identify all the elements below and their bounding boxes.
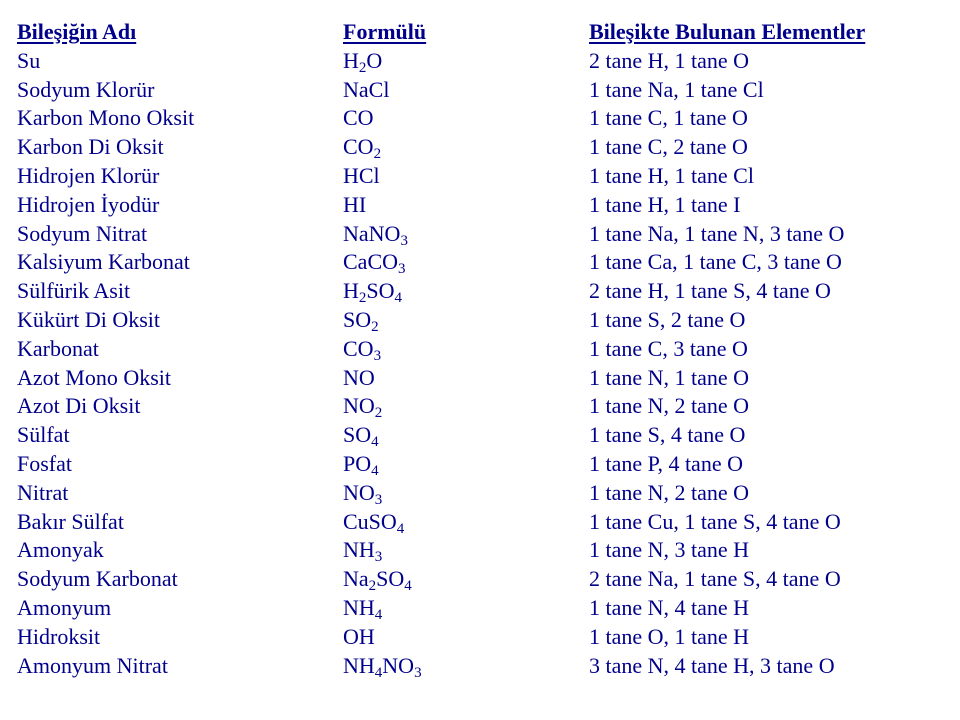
compound-elements: 1 tane C, 1 tane O: [589, 105, 748, 131]
compound-elements: 1 tane O, 1 tane H: [589, 623, 750, 649]
formula-part: NO: [382, 652, 415, 678]
compound-formula: [343, 479, 382, 508]
table-row: [17, 623, 947, 652]
compound-name: Sodyum Klorür: [17, 76, 155, 102]
table-row: [17, 479, 947, 508]
header-compound-name: Bileşiğin Adı: [17, 19, 137, 44]
formula-part: HCl: [343, 162, 380, 188]
formula-subscript: 4: [394, 290, 403, 307]
compound-elements: 1 tane N, 3 tane H: [589, 537, 750, 563]
formula-part: SO: [343, 306, 372, 332]
compound-name: Azot Mono Oksit: [17, 364, 171, 390]
header-formula: Formülü: [343, 19, 427, 44]
formula-part: CO: [343, 134, 374, 160]
compound-name: Sülfat: [17, 422, 70, 448]
compound-formula: [343, 450, 379, 479]
formula-part: CO: [343, 105, 374, 131]
compound-elements: 2 tane H, 1 tane S, 4 tane O: [589, 278, 831, 304]
formula-subscript: 3: [398, 261, 406, 278]
table-row: [17, 191, 947, 220]
compound-formula: [343, 220, 408, 249]
table-row: [17, 277, 947, 306]
compound-formula: [343, 594, 382, 623]
compound-name: Sülfürik Asit: [17, 278, 131, 304]
formula-part: HI: [343, 191, 367, 217]
table-row: [17, 104, 947, 133]
table-row: [17, 76, 947, 105]
formula-part: H: [343, 278, 359, 304]
compound-name: Kükürt Di Oksit: [17, 306, 160, 332]
compound-name: Amonyum: [17, 594, 112, 620]
compound-formula: [343, 133, 381, 162]
compound-elements: 1 tane N, 2 tane O: [589, 393, 750, 419]
formula-part: O: [366, 47, 383, 73]
formula-subscript: 2: [358, 59, 367, 76]
formula-subscript: 3: [373, 347, 382, 364]
formula-subscript: 4: [371, 434, 379, 451]
compound-elements: 2 tane H, 1 tane O: [589, 47, 750, 73]
table-row: [17, 220, 947, 249]
header-elements: Bileşikte Bulunan Elementler: [589, 19, 866, 44]
formula-part: SO: [366, 278, 395, 304]
compound-elements: 1 tane Na, 1 tane Cl: [589, 76, 764, 102]
formula-subscript: 4: [404, 578, 412, 595]
table-row: [17, 133, 947, 162]
compound-elements: 3 tane N, 4 tane H, 3 tane O: [589, 652, 835, 678]
compound-elements: 1 tane H, 1 tane I: [589, 191, 741, 217]
formula-subscript: 4: [396, 520, 405, 537]
table-header: [17, 18, 947, 47]
compound-name: Hidrojen İyodür: [17, 191, 160, 217]
formula-part: NO: [343, 364, 375, 390]
compound-formula: [343, 277, 402, 306]
formula-subscript: 3: [374, 491, 383, 508]
table-row: [17, 306, 947, 335]
compound-elements: 1 tane Ca, 1 tane C, 3 tane O: [589, 249, 842, 275]
compound-name: Kalsiyum Karbonat: [17, 249, 190, 275]
compound-formula: [343, 162, 380, 191]
compound-formula: [343, 191, 366, 220]
compound-formula: [343, 104, 374, 133]
formula-part: NaNO: [343, 220, 401, 246]
formula-subscript: 4: [374, 664, 383, 681]
compound-elements: 1 tane N, 2 tane O: [589, 479, 750, 505]
compound-name: Fosfat: [17, 450, 72, 476]
formula-subscript: 3: [414, 664, 422, 681]
formula-subscript: 2: [373, 146, 382, 163]
table-row: [17, 536, 947, 565]
compound-formula: [343, 421, 379, 450]
table-row: [17, 508, 947, 537]
compound-name: Karbon Di Oksit: [17, 134, 164, 160]
compound-name: Hidrojen Klorür: [17, 162, 160, 188]
compound-name: Sodyum Nitrat: [17, 220, 148, 246]
table-row: [17, 248, 947, 277]
table-row: [17, 364, 947, 393]
compound-elements: 1 tane C, 3 tane O: [589, 335, 748, 361]
compound-formula: [343, 335, 381, 364]
formula-part: NO: [343, 393, 375, 419]
formula-part: CaCO: [343, 249, 398, 275]
compound-elements: 1 tane H, 1 tane Cl: [589, 162, 754, 188]
compound-elements: 1 tane Na, 1 tane N, 3 tane O: [589, 220, 845, 246]
compound-formula: [343, 248, 406, 277]
compound-elements: 1 tane S, 4 tane O: [589, 422, 746, 448]
table-row: [17, 335, 947, 364]
compound-name: Bakır Sülfat: [17, 508, 124, 534]
formula-part: NH: [343, 594, 375, 620]
compound-formula: [343, 508, 404, 537]
compound-name: Nitrat: [17, 479, 69, 505]
compound-name: Azot Di Oksit: [17, 393, 141, 419]
formula-part: NO: [343, 479, 375, 505]
formula-subscript: 4: [374, 606, 383, 623]
compound-elements: 1 tane C, 2 tane O: [589, 134, 748, 160]
formula-subscript: 4: [371, 462, 379, 479]
table-row: [17, 652, 947, 681]
compound-table: [17, 18, 947, 680]
compound-name: Amonyum Nitrat: [17, 652, 168, 678]
compound-formula: [343, 565, 412, 594]
formula-subscript: 2: [368, 578, 377, 595]
compound-formula: [343, 536, 382, 565]
table-body: [17, 47, 947, 681]
compound-formula: [343, 364, 375, 393]
formula-part: H: [343, 47, 359, 73]
compound-formula: [343, 47, 382, 76]
compound-elements: 1 tane N, 1 tane O: [589, 364, 750, 390]
formula-part: NH: [343, 537, 375, 563]
formula-part: Na: [343, 566, 369, 592]
formula-part: SO: [343, 422, 372, 448]
formula-part: CO: [343, 335, 374, 361]
formula-subscript: 3: [400, 232, 408, 249]
compound-name: Hidroksit: [17, 623, 101, 649]
table-row: [17, 450, 947, 479]
compound-formula: [343, 652, 422, 681]
compound-name: Karbon Mono Oksit: [17, 105, 195, 131]
compound-formula: [343, 392, 382, 421]
compound-elements: 1 tane P, 4 tane O: [589, 450, 743, 476]
formula-part: SO: [376, 566, 405, 592]
table-row: [17, 421, 947, 450]
formula-part: PO: [343, 450, 372, 476]
compound-elements: 1 tane N, 4 tane H: [589, 594, 750, 620]
formula-subscript: 3: [374, 549, 383, 566]
formula-part: CuSO: [343, 508, 397, 534]
compound-formula: [343, 306, 379, 335]
compound-elements: 1 tane Cu, 1 tane S, 4 tane O: [589, 508, 841, 534]
compound-name: Amonyak: [17, 537, 104, 563]
compound-name: Sodyum Karbonat: [17, 566, 178, 592]
compound-name: Su: [17, 47, 41, 73]
formula-subscript: 2: [358, 290, 367, 307]
table-row: [17, 392, 947, 421]
compound-elements: 1 tane S, 2 tane O: [589, 306, 746, 332]
table-row: [17, 162, 947, 191]
compound-name: Karbonat: [17, 335, 99, 361]
compound-elements: 2 tane Na, 1 tane S, 4 tane O: [589, 566, 841, 592]
formula-part: OH: [343, 623, 375, 649]
formula-subscript: 2: [374, 405, 383, 422]
formula-subscript: 2: [371, 318, 379, 335]
table-row: [17, 565, 947, 594]
compound-formula: [343, 76, 389, 105]
table-row: [17, 594, 947, 623]
table-row: [17, 47, 947, 76]
formula-part: NH: [343, 652, 375, 678]
compound-formula: [343, 623, 375, 652]
formula-part: NaCl: [343, 76, 390, 102]
